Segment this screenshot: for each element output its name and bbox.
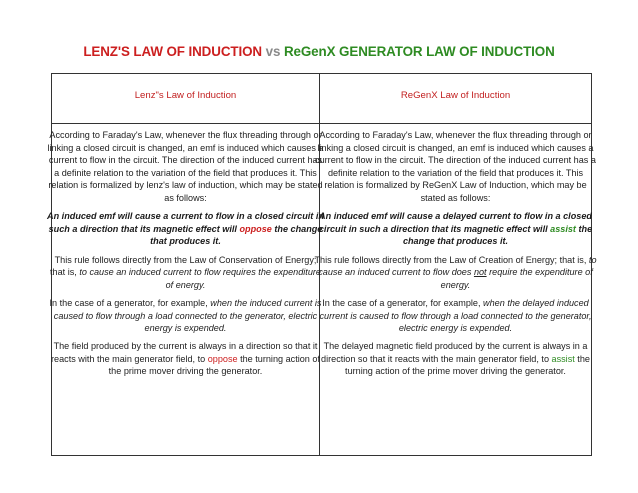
regenx-p2-text-b: to cause an induced current to flow does <box>318 254 597 278</box>
regenx-body <box>314 129 597 384</box>
regenx-p4-text-a: The delayed magnetic field produced by the current is always in a direction so that it reacts with the main generator field, to <box>321 341 588 364</box>
regenx-p3-text-a: In the case of a generator, for example, <box>322 297 484 308</box>
lenz-p2-text-a: This rule follows directly from the Law of Conservation of Energy; that is, <box>50 254 317 278</box>
lenz-column <box>47 74 324 455</box>
lenz-law-keyword: oppose <box>239 223 272 234</box>
regenx-p3-text-b: when the delayed induced current is caused to flow through a load connected to the generator, electric energy is expended. <box>319 297 592 334</box>
lenz-p2-text-b: to cause an induced current to flow requires the expenditure of energy. <box>79 267 321 290</box>
lenz-p4-keyword: oppose <box>207 353 238 364</box>
regenx-p2-text-c: require the expenditure of energy. <box>440 267 593 290</box>
lenz-field-paragraph <box>46 340 325 378</box>
regenx-intro-paragraph: According to Faraday's Law, whenever the flux threading through or linking a closed circuit is changed, an emf is induced which causes a current to flow in the circuit. The direction of the induced current has a definite relation to the variation of the field that produces it. This relation is formalized by ReGenX Law of Induction, which may be stated as follows: <box>315 130 596 203</box>
page-title <box>0 44 638 59</box>
regenx-header: ReGenX Law of Induction <box>400 90 511 101</box>
regenx-p4-keyword: assist <box>551 353 575 364</box>
regenx-law-statement <box>314 210 597 248</box>
regenx-law-keyword: assist <box>550 223 576 234</box>
regenx-law-text-b: the change that produces it. <box>402 223 593 247</box>
lenz-body <box>46 129 325 384</box>
regenx-generator-paragraph <box>314 297 597 335</box>
regenx-header-cell <box>320 74 591 124</box>
lenz-p4-text-b: the turning action of the prime mover driving the generator. <box>108 353 320 377</box>
lenz-p4-text-a: The field produced by the current is always in a direction so that it reacts with the main generator field, to <box>51 341 318 364</box>
regenx-p2-text-a: This rule follows directly from the Law of Creation of Energy; that is, <box>314 254 589 265</box>
lenz-p3-text-a: In the case of a generator, for example, <box>49 297 211 308</box>
regenx-field-paragraph <box>314 340 597 378</box>
lenz-p3-text-b: when the induced current is caused to flow through a load connected to the generator, electric energy is expended. <box>53 297 322 334</box>
lenz-law-statement <box>46 210 325 248</box>
lenz-header-cell <box>52 74 319 124</box>
regenx-creation-paragraph <box>314 254 597 292</box>
title-lenz: LENZ'S LAW OF INDUCTION <box>83 44 262 59</box>
lenz-intro-paragraph: According to Faraday's Law, whenever the flux threading through or linking a closed circuit is changed, an emf is induced which causes a current to flow in the circuit. The direction of the induced current has a definite relation to the variation of the field that produces it. This relation is formalized by lenz's law of induction, which may be stated as follows: <box>47 130 324 203</box>
lenz-law-text-a: An induced emf will cause a current to flow in a closed circuit in such a direction that its magnetic effect will <box>47 211 324 234</box>
regenx-p4-text-b: the turning action of the prime mover driving the generator. <box>345 353 590 377</box>
regenx-column <box>314 74 597 455</box>
title-regenx: ReGenX GENERATOR LAW OF INDUCTION <box>283 44 555 59</box>
comparison-table <box>47 73 597 456</box>
lenz-generator-paragraph <box>46 297 325 335</box>
lenz-law-text-b: the change that produces it. <box>150 223 323 247</box>
title-vs: vs <box>265 44 281 59</box>
lenz-header: Lenz"s Law of Induction <box>134 90 237 101</box>
lenz-conservation-paragraph <box>46 254 325 292</box>
regenx-p2-not: not <box>473 267 487 278</box>
regenx-law-text-a: An induced emf will cause a delayed current to flow in a closed circuit in such a direction that its magnetic effect will <box>318 211 592 234</box>
